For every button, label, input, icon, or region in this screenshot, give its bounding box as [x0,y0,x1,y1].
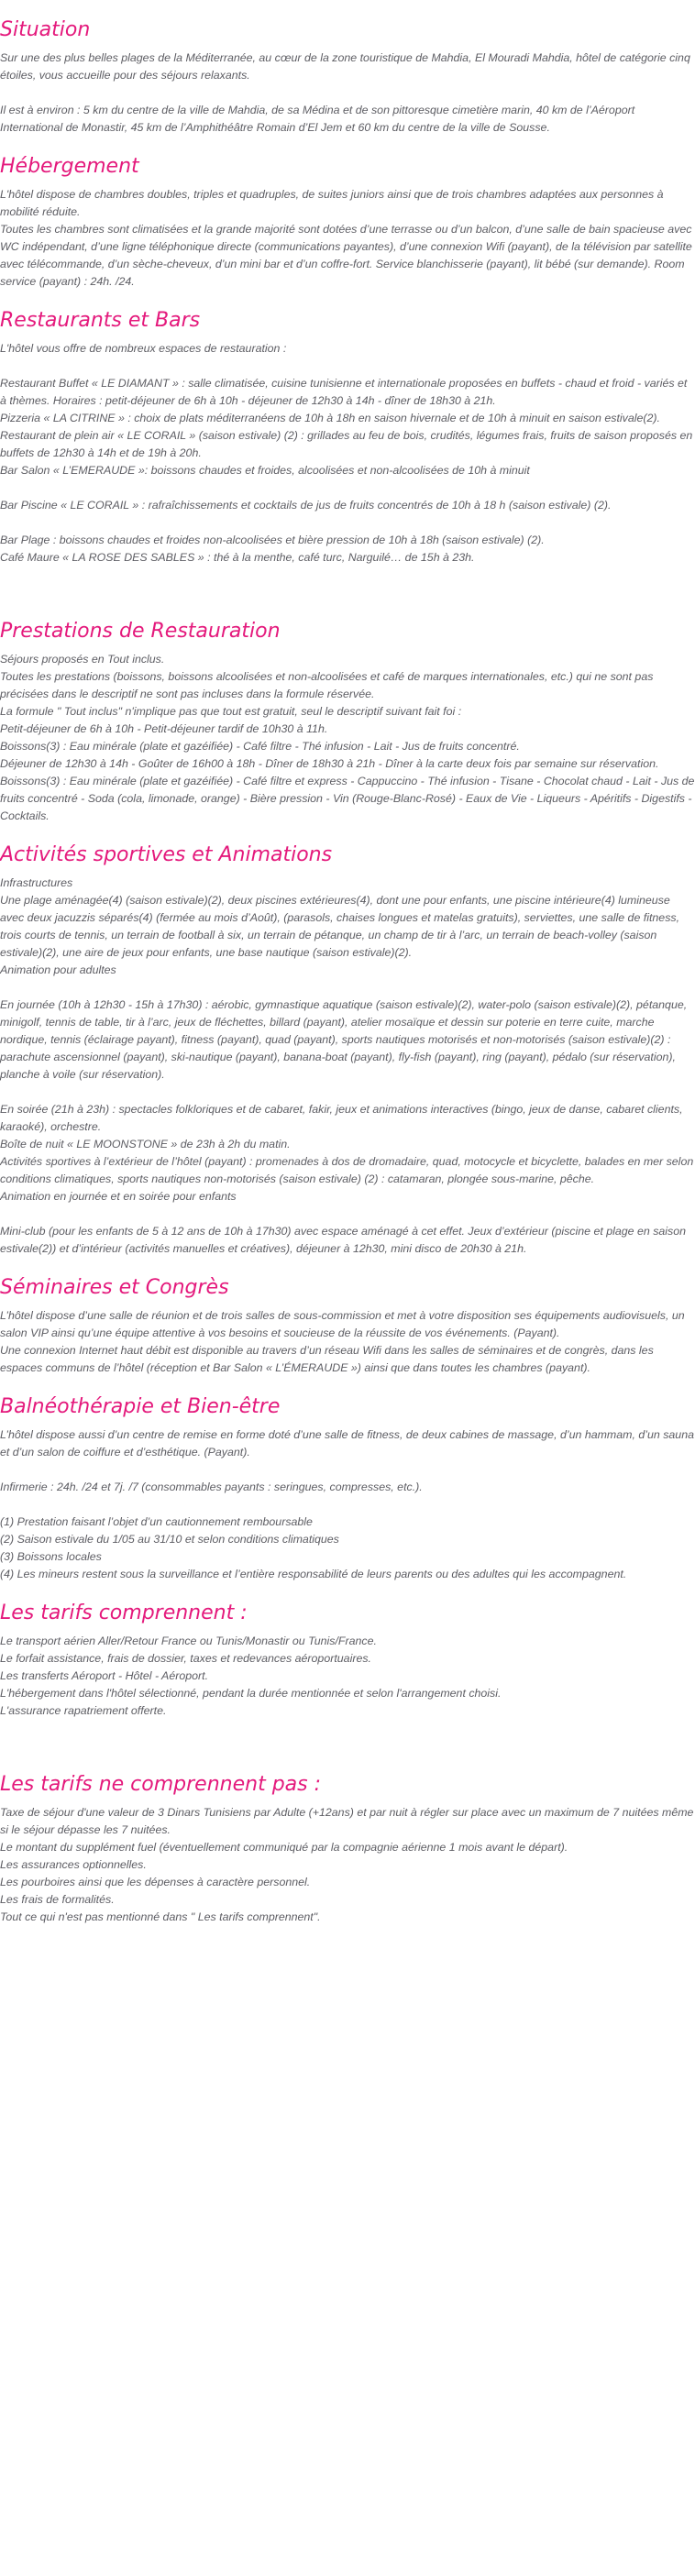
body-line: Bar Salon « L’EMERAUDE »: boissons chaudes et froides, alcoolisées et non-alcoolisées de 10h à minuit [0,464,530,477]
body-line: Pizzeria « LA CITRINE » : choix de plats méditerranéens de 10h à 18h en saison hivernale et de 10h à minuit en saison estivale(2). [0,412,660,424]
body-line: Déjeuner de 12h30 à 14h - Goûter de 16h00 à 18h - Dîner de 18h30 à 21h - Dîner à la carte deux fois par semaine sur réservation. [0,757,659,770]
body-line: Tout ce qui n'est pas mentionné dans " Les tarifs comprennent". [0,1910,321,1923]
section-title: Prestations de Restauration [0,620,281,643]
section-body [0,1804,695,1926]
section-body [0,1307,695,1377]
section-title: Activités sportives et Animations [0,843,333,866]
section [0,1773,695,1926]
section [0,309,695,601]
body-line: L'hébergement dans l'hôtel sélectionné, pendant la durée mentionnée et selon l'arrangement choisi. [0,1687,502,1700]
section [0,1602,695,1755]
section-title: Restaurants et Bars [0,309,201,332]
section [0,155,695,291]
body-line: L’hôtel dispose aussi d’un centre de remise en forme doté d’une salle de fitness, de deux cabines de massage, d’un hammam, d’un sauna et d’un salon de coiffure et d’esthétique. (Payant). [0,1428,694,1459]
body-line: Infrastructures [0,876,73,889]
section [0,843,695,1258]
body-line: Boîte de nuit « LE MOONSTONE » de 23h à 2h du matin. [0,1138,291,1150]
body-line: Le transport aérien Aller/Retour France ou Tunis/Monastir ou Tunis/France. [0,1635,377,1647]
section-title: Les tarifs ne comprennent pas : [0,1773,322,1796]
section-body [0,651,695,825]
body-line: Les assurances optionnelles. [0,1858,147,1871]
body-line [0,1496,695,1514]
section [0,1395,695,1583]
body-line: L'hôtel dispose de chambres doubles, triples et quadruples, de suites juniors ainsi que de trois chambres adaptées aux personnes à mobilité réduite. [0,188,664,218]
body-line: L'assurance rapatriement offerte. [0,1704,167,1717]
body-line: En journée (10h à 12h30 - 15h à 17h30) : aérobic, gymnastique aquatique (saison estivale)(2), water-polo (saison estivale)(2), pétanque, minigolf, tennis de table, tir à l’arc, jeux de fléchettes, billard (payant), atelier mosaïque et dessin sur poterie en terre cuite, marche nordique, tennis (éclairage payant), fitness (payant), quad (payant), sports nautiques motorisés et non-motorisés (saison estivale)(2) : parachute ascensionnel (payant), ski-nautique (payant), banana-boat (payant), fly-fish (payant), ring (payant), pédalo (sur réservation), planche à voile (sur réservation). [0,998,688,1081]
section-body [0,1633,695,1755]
body-line: Bar Plage : boissons chaudes et froides non-alcoolisées et bière pression de 10h à 18h (saison estivale) (2). [0,534,545,546]
body-line: Toutes les chambres sont climatisées et la grande majorité sont dotées d’une terrasse ou d’un balcon, d’une salle de bain spacieuse avec WC indépendant, d’une ligne téléphonique directe (communications payantes), d’une connexion Wifi (payant), de la télévision par satellite avec télécommande, d’un sèche-cheveux, d’un mini bar et d’un coffre-fort. Service blanchisserie (payant), lit bébé (sur demande). Room service (payant) : 24h. /24. [0,223,692,288]
section-body [0,1426,695,1583]
section-body [0,340,695,601]
body-line: Bar Piscine « LE CORAIL » : rafraîchissements et cocktails de jus de fruits concentrés de 10h à 18 h (saison estivale) (2). [0,499,612,512]
body-line: Animation pour adultes [0,963,116,976]
body-line: Le forfait assistance, frais de dossier, taxes et redevances aéroportuaires. [0,1652,371,1665]
body-line: Boissons(3) : Eau minérale (plate et gazéifiée) - Café filtre et express - Cappuccino - Thé infusion - Tisane - Chocolat chaud - Lait - Jus de fruits concentré - Soda (cola, limonade, orange) - Bière pression - Vin (Rouge-Blanc-Rosé) - Eaux de Vie - Liqueurs - Apéritifs - Digestifs - Cocktails. [0,775,695,822]
body-line: Sur une des plus belles plages de la Méditerranée, au cœur de la zone touristique de Mahdia, El Mouradi Mahdia, hôtel de catégorie cinq étoiles, vous accueille pour des séjours relaxants. [0,51,690,82]
body-line: (2) Saison estivale du 1/05 au 31/10 et selon conditions climatiques [0,1533,339,1546]
section-title: Hébergement [0,155,139,178]
body-line: Les transferts Aéroport - Hôtel - Aéroport. [0,1669,209,1682]
section [0,620,695,825]
body-line: Séjours proposés en Tout inclus. [0,653,165,666]
section [0,1276,695,1377]
body-line: Infirmerie : 24h. /24 et 7j. /7 (consommables payants : seringues, compresses, etc.). [0,1481,423,1493]
body-line [0,479,695,497]
body-line: La formule " Tout inclus" n'implique pas que tout est gratuit, seul le descriptif suivant fait foi : [0,705,462,718]
body-line: Restaurant de plein air « LE CORAIL » (saison estivale) (2) : grillades au feu de bois, crudités, légumes frais, fruits de saison proposés en buffets de 12h30 à 14h et de 19h à 20h. [0,429,693,459]
body-line: L’hôtel dispose d’une salle de réunion et de trois salles de sous-commission et met à votre disposition ses équipements audiovisuels, un salon VIP ainsi qu’une équipe attentive à vos besoins et soucieuse de la réussite de vos événements. (Payant). [0,1309,685,1339]
body-line [0,1720,695,1737]
section-body [0,50,695,137]
body-line: Il est à environ : 5 km du centre de la ville de Mahdia, de sa Médina et de son pittoresque cimetière marin, 40 km de l’Aéroport International de Monastir, 45 km de l’Amphithéâtre Romain d’El Jem et 60 km du centre de la ville de Sousse. [0,104,635,134]
body-line: Le montant du supplément fuel (éventuellement communiqué par la compagnie aérienne 1 mois avant le départ). [0,1841,568,1854]
body-line: (3) Boissons locales [0,1550,102,1563]
body-line: Café Maure « LA ROSE DES SABLES » : thé à la menthe, café turc, Narguilé… de 15h à 23h. [0,551,475,564]
body-line [0,567,695,584]
body-line [0,1461,695,1479]
body-line [0,84,695,102]
section [0,18,695,137]
body-line: En soirée (21h à 23h) : spectacles folkloriques et de cabaret, fakir, jeux et animations interactives (bingo, jeux de danse, cabaret clients, karaoké), orchestre. [0,1103,683,1133]
body-line: Une plage aménagée(4) (saison estivale)(2), deux piscines extérieures(4), dont une pour enfants, une piscine intérieure(4) lumineuse avec deux jacuzzis séparés(4) (fermée au mois d’Août), (parasols, chaises longues et matelas gratuits), serviettes, une salle de fitness, trois courts de tennis, un terrain de football à six, un terrain de pétanque, un champ de tir à l’arc, un terrain de beach-volley (saison estivale)(2), une aire de jeux pour enfants, une base nautique (saison estivale)(2). [0,894,680,959]
section-body [0,875,695,1258]
body-line [0,979,695,996]
body-line: Taxe de séjour d'une valeur de 3 Dinars Tunisiens par Adulte (+12ans) et par nuit à régler sur place avec un maximum de 7 nuitées même si le séjour dépasse les 7 nuitées. [0,1806,694,1836]
body-line [0,514,695,532]
body-line: Toutes les prestations (boissons, boissons alcoolisées et non-alcoolisées et café de marques internationales, etc.) qui ne sont pas précisées dans le descriptif ne sont pas incluses dans la formule réservée. [0,670,654,700]
body-line [0,1084,695,1101]
body-line: Les frais de formalités. [0,1893,115,1906]
body-line: Animation en journée et en soirée pour enfants [0,1190,237,1203]
body-line: (1) Prestation faisant l’objet d’un cautionnement remboursable [0,1515,313,1528]
body-line [0,358,695,375]
body-line: Mini-club (pour les enfants de 5 à 12 ans de 10h à 17h30) avec espace aménagé à cet effet. Jeux d’extérieur (piscine et plage en saison estivale(2)) et d’intérieur (activités manuelles et créatives), déjeuner à 12h30, mini disco de 20h30 à 21h. [0,1225,687,1255]
body-line [0,584,695,601]
body-line: (4) Les mineurs restent sous la surveillance et l’entière responsabilité de leurs parents ou des adultes qui les accompagnent. [0,1568,627,1580]
body-line: Restaurant Buffet « LE DIAMANT » : salle climatisée, cuisine tunisienne et internationale proposées en buffets - chaud et froid - variés et à thèmes. Horaires : petit-déjeuner de 6h à 10h - déjeuner de 12h30 à 14h - dîner de 18h30 à 21h. [0,377,688,407]
body-line: Une connexion Internet haut débit est disponible au travers d’un réseau Wifi dans les salles de séminaires et de congrès, dans les espaces communs de l’hôtel (réception et Bar Salon « L’ÉMERAUDE ») ainsi que dans toutes les chambres (payant). [0,1344,654,1374]
body-line: Petit-déjeuner de 6h à 10h - Petit-déjeuner tardif de 10h30 à 11h. [0,722,328,735]
section-title: Les tarifs comprennent : [0,1602,248,1624]
section-title: Situation [0,18,91,41]
section-title: Séminaires et Congrès [0,1276,229,1299]
body-line: Les pourboires ainsi que les dépenses à caractère personnel. [0,1876,311,1888]
section-body [0,186,695,291]
section-title: Balnéothérapie et Bien-être [0,1395,281,1418]
body-line: L'hôtel vous offre de nombreux espaces de restauration : [0,342,287,355]
hotel-description-document [0,18,695,1926]
body-line: Activités sportives à l’extérieur de l’hôtel (payant) : promenades à dos de dromadaire, quad, motocycle et bicyclette, balades en mer selon conditions climatiques, sports nautiques non-motorisés (saison estivale) (2) : catamaran, plongée sous-marine, pêche. [0,1155,694,1185]
body-line [0,1737,695,1755]
body-line [0,1205,695,1223]
body-line: Boissons(3) : Eau minérale (plate et gazéifiée) - Café filtre - Thé infusion - Lait - Jus de fruits concentré. [0,740,520,753]
